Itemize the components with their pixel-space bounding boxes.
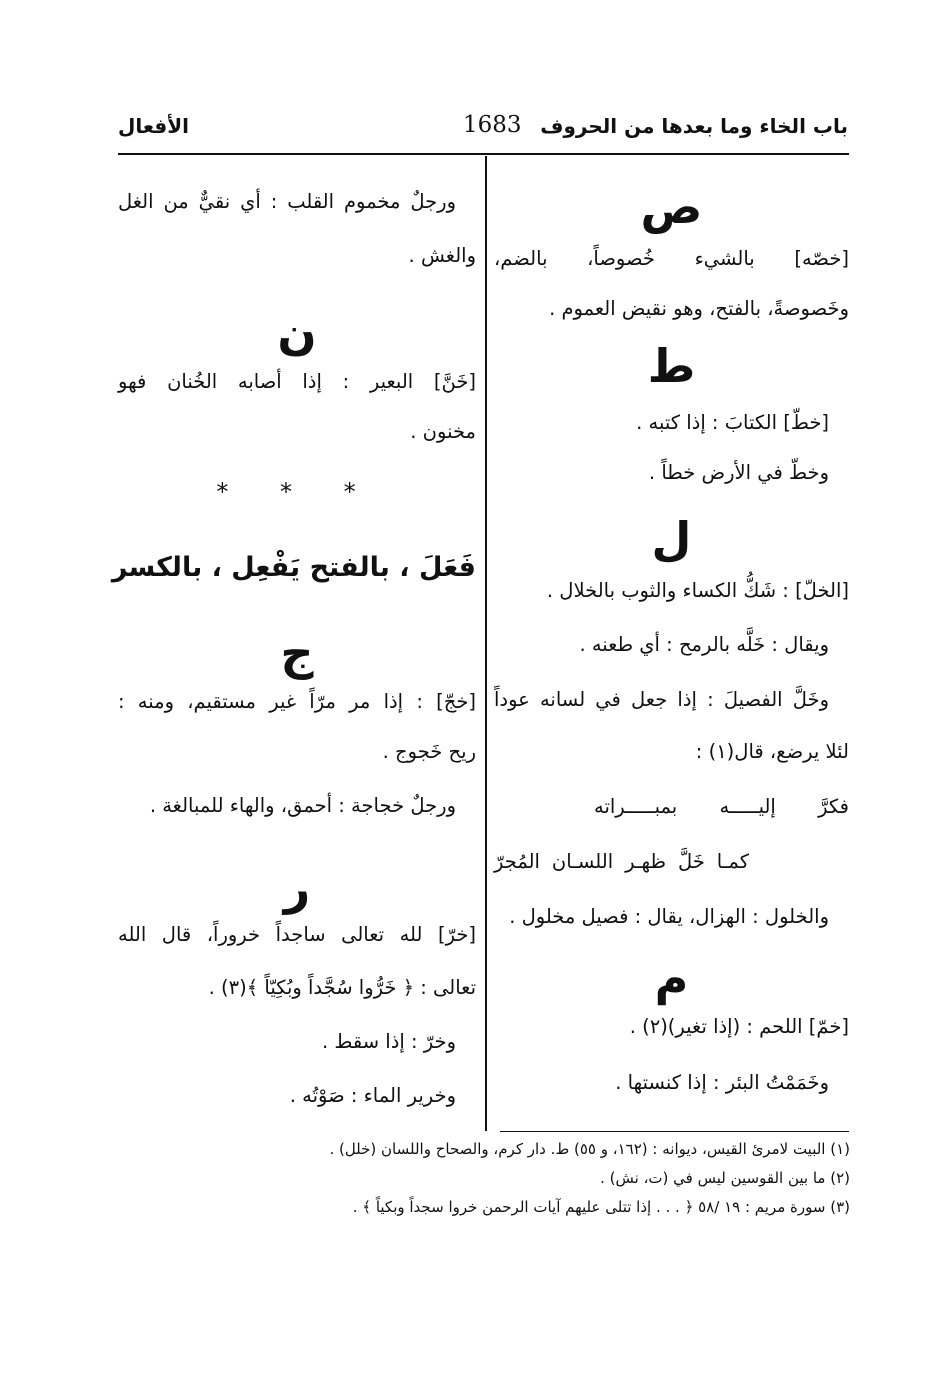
entry-line: تعالى : ﴿ خَرُّوا سُجَّداً وبُكِيّاً ﴾(٣) . — [208, 976, 476, 999]
entry-line: [خصّه] بالشيء خُصوصاً، بالضم، — [494, 247, 849, 270]
entry-line: [خرّ] لله تعالى ساجداً خروراً، قال الله — [118, 923, 476, 946]
entry-line: والغش . — [408, 244, 476, 267]
entry-line: [خجّ] : إذا مر مرّاً غير مستقيم، ومنه : — [118, 690, 476, 713]
entry-line: وخطّ في الأرض خطاً . — [648, 461, 829, 484]
letter-heading-ra: ر — [283, 861, 311, 915]
entry-line: [الخلّ] : شَكُّ الكساء والثوب بالخلال . — [546, 579, 849, 602]
verse-line: كمـا خَلَّ ظهـر اللسـان المُجرّ — [494, 850, 749, 873]
letter-heading-nun: ن — [277, 306, 317, 360]
entry-line: لئلا يرضع، قال(١) : — [695, 740, 849, 763]
entry-line: وخَمَمْتُ البئر : إذا كنستها . — [615, 1071, 829, 1094]
column-divider — [485, 156, 487, 1131]
entry-line: وخرّ : إذا سقط . — [321, 1030, 456, 1053]
footnote-rule — [500, 1131, 849, 1132]
page-header — [118, 112, 848, 152]
entry-line: [خمّ] اللحم : (إذا تغير)(٢) . — [629, 1015, 849, 1038]
entry-line: وخَلَّ الفصيلَ : إذا جعل في لسانه عوداً — [494, 688, 829, 711]
entry-line: مخنون . — [410, 420, 476, 443]
chapter-title: باب الخاء وما بعدها من الحروف — [540, 114, 848, 138]
letter-heading-jim: ج — [280, 626, 314, 680]
letter-heading-sad: ص — [640, 180, 703, 234]
header-rule — [118, 153, 849, 155]
form-heading: فَعَلَ ، بالفتح يَفْعِل ، بالكسر — [111, 552, 476, 583]
letter-heading-ta: ط — [647, 339, 696, 393]
section-title: الأفعال — [118, 114, 189, 138]
entry-line: والخلول : الهزال، يقال : فصيل مخلول . — [509, 905, 829, 928]
entry-line: ورجلٌ مخموم القلب : أي نقيٌّ من الغل — [118, 190, 456, 213]
footnote-3: (٣) سورة مريم : ١٩ /٥٨ ﴿ . . . إذا تتلى عليهم آيات الرحمن خروا سجداً وبكياً ﴾ . — [352, 1198, 850, 1216]
entry-line: ريح خَجوج . — [382, 740, 476, 763]
footnotes — [250, 1140, 850, 1227]
footnote-1: (١) البيت لامرئ القيس، ديوانه : (١٦٢، و ٥٥) ط. دار كرم، والصحاح واللسان (خلل) . — [329, 1140, 850, 1158]
entry-line: ويقال : خَلَّه بالرمح : أي طعنه . — [579, 633, 829, 656]
section-separator-stars: * * * — [216, 478, 378, 506]
letter-heading-lam: ل — [651, 512, 692, 566]
entry-line: وخرير الماء : صَوْتُه . — [289, 1084, 456, 1107]
letter-heading-mim: م — [654, 951, 689, 1005]
footnote-2: (٢) ما بين القوسين ليس في (ت، نش) . — [600, 1169, 850, 1187]
entry-line: [خَنَّ] البعير : إذا أصابه الخُنان فهو — [118, 370, 476, 393]
verse-line: فكرَّ إليـــــه بمبـــــراته — [594, 795, 849, 818]
entry-line: وخَصوصةً، بالفتح، وهو نقيض العموم . — [549, 297, 849, 320]
entry-line: [خطّ] الكتابَ : إذا كتبه . — [636, 411, 829, 434]
entry-line: ورجلٌ خجاجة : أحمق، والهاء للمبالغة . — [149, 794, 456, 817]
page-number: 1683 — [463, 112, 522, 138]
